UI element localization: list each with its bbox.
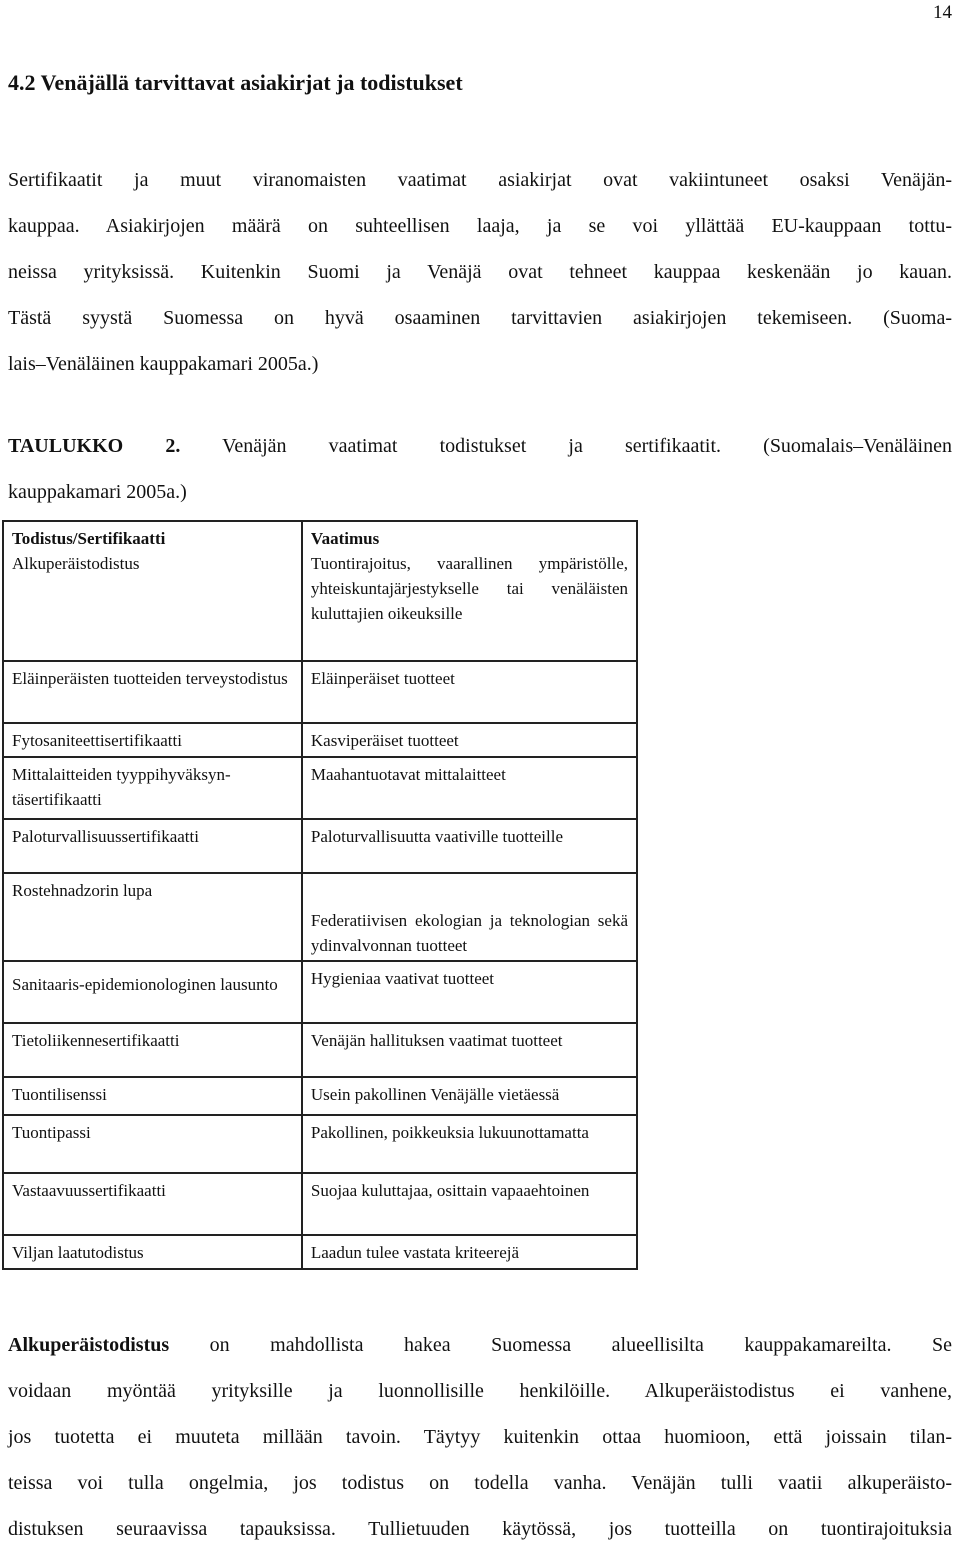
table-row xyxy=(3,961,637,1023)
table-cell-cert: Viljan laatutodistus xyxy=(3,1235,302,1269)
table-row xyxy=(3,1235,637,1269)
table-cell-req: Pakollinen, poikkeuksia lukuunottamatta xyxy=(302,1115,637,1173)
table-cell-cert: Fytosaniteettisertifikaatti xyxy=(3,723,302,757)
closing-line-1-text: on mahdollista hakea Suomessa alueellisilta kauppakamareilta. Se xyxy=(169,1334,952,1356)
table-cell-cert: Tietoliikennesertifikaatti xyxy=(3,1023,302,1077)
table-cell-req: Usein pakollinen Venäjälle vietäessä xyxy=(302,1077,637,1115)
table-row xyxy=(3,873,637,961)
table-row xyxy=(3,757,637,819)
intro-line-4: Tästä syystä Suomessa on hyvä osaaminen tarvittavien asiakirjojen tekemiseen. (Suoma- xyxy=(8,307,952,329)
table-cell-req: Kasviperäiset tuotteet xyxy=(302,723,637,757)
table-cell-cert: Eläinperäisten tuotteiden terveystodistus xyxy=(3,661,302,723)
section-heading: 4.2 Venäjällä tarvittavat asiakirjat ja todistukset xyxy=(8,70,463,95)
table-cell-cert: Paloturvallisuussertifikaatti xyxy=(3,819,302,873)
table-caption xyxy=(8,423,952,515)
closing-line-3: jos tuotetta ei muuteta millään tavoin. Täytyy kuitenkin ottaa huomioon, että joissain tilan- xyxy=(8,1426,952,1448)
table-cell-req: Hygieniaa vaativat tuotteet xyxy=(302,961,637,1023)
table-cell-req: Paloturvallisuutta vaativille tuotteille xyxy=(302,819,637,873)
table-row xyxy=(3,1023,637,1077)
table-row xyxy=(3,819,637,873)
closing-line-1 xyxy=(8,1322,952,1368)
intro-line-3: neissa yrityksissä. Kuitenkin Suomi ja Venäjä ovat tehneet kauppaa keskenään jo kauan. xyxy=(8,261,952,283)
table-row xyxy=(3,1077,637,1115)
table-cell-req: Laadun tulee vastata kriteerejä xyxy=(302,1235,637,1269)
requirement-text: Tuontirajoitus, vaarallinen ympäristölle, yhteiskuntajärjestykselle tai venäläisten kuluttajien oikeuksille xyxy=(310,554,628,623)
table-row xyxy=(3,1115,637,1173)
page-number: 14 xyxy=(933,2,952,23)
table-cell-cert: Rostehnadzorin lupa xyxy=(3,873,302,961)
closing-line-4: teissa voi tulla ongelmia, jos todistus on todella vanha. Venäjän tulli vaatii alkuperäisto- xyxy=(8,1472,952,1494)
intro-line-2: kauppaa. Asiakirjojen määrä on suhteellisen laaja, ja se voi yllättää EU-kauppaan tottu- xyxy=(8,215,952,237)
caption-text: Venäjän vaatimat todistukset ja sertifikaatit. (Suomalais–Venäläinen xyxy=(180,435,952,457)
intro-line-5: lais–Venäläinen kauppakamari 2005a.) xyxy=(8,353,319,375)
table-cell-req: Maahantuotavat mittalaitteet xyxy=(302,757,637,819)
table-cell-req: Venäjän hallituksen vaatimat tuotteet xyxy=(302,1023,637,1077)
closing-paragraph xyxy=(8,1322,952,1552)
caption-line-2: kauppakamari 2005a.) xyxy=(8,481,187,503)
table-row xyxy=(3,723,637,757)
table-cell-cert xyxy=(3,521,302,661)
table-row xyxy=(3,1173,637,1235)
table-cell-cert: Vastaavuussertifikaatti xyxy=(3,1173,302,1235)
closing-bold-term: Alkuperäistodistus xyxy=(8,1334,170,1356)
table-row xyxy=(3,661,637,723)
cert-name: Alkuperäistodistus xyxy=(12,554,140,573)
table-cell-req xyxy=(302,521,637,661)
caption-line-1 xyxy=(8,423,952,469)
column-header-certificate: Todistus/Sertifikaatti xyxy=(12,529,166,548)
intro-paragraph xyxy=(8,157,952,387)
table-cell-cert: Mittalaitteiden tyyppihyväksyntäsertifikaatti xyxy=(3,757,302,819)
column-header-requirement: Vaatimus xyxy=(310,529,380,548)
table-cell-cert: Sanitaaris-epidemionologinen lausunto xyxy=(3,961,302,1023)
table-row xyxy=(3,521,637,661)
table-cell-cert: Tuontilisenssi xyxy=(3,1077,302,1115)
table-cell-req: Federatiivisen ekologian ja teknologian sekä ydinvalvonnan tuotteet xyxy=(302,873,637,961)
closing-line-2: voidaan myöntää yrityksille ja luonnollisille henkilöille. Alkuperäistodistus ei vanhene, xyxy=(8,1380,952,1402)
closing-line-5: distuksen seuraavissa tapauksissa. Tullietuuden käytössä, jos tuotteilla on tuontirajoituksia xyxy=(8,1518,952,1540)
table-cell-req: Suojaa kuluttajaa, osittain vapaaehtoinen xyxy=(302,1173,637,1235)
table-cell-cert: Tuontipassi xyxy=(3,1115,302,1173)
caption-label: TAULUKKO 2. xyxy=(8,435,181,457)
certificates-table xyxy=(2,520,638,1270)
table-cell-req: Eläinperäiset tuotteet xyxy=(302,661,637,723)
intro-line-1: Sertifikaatit ja muut viranomaisten vaatimat asiakirjat ovat vakiintuneet osaksi Venäjän- xyxy=(8,169,952,191)
